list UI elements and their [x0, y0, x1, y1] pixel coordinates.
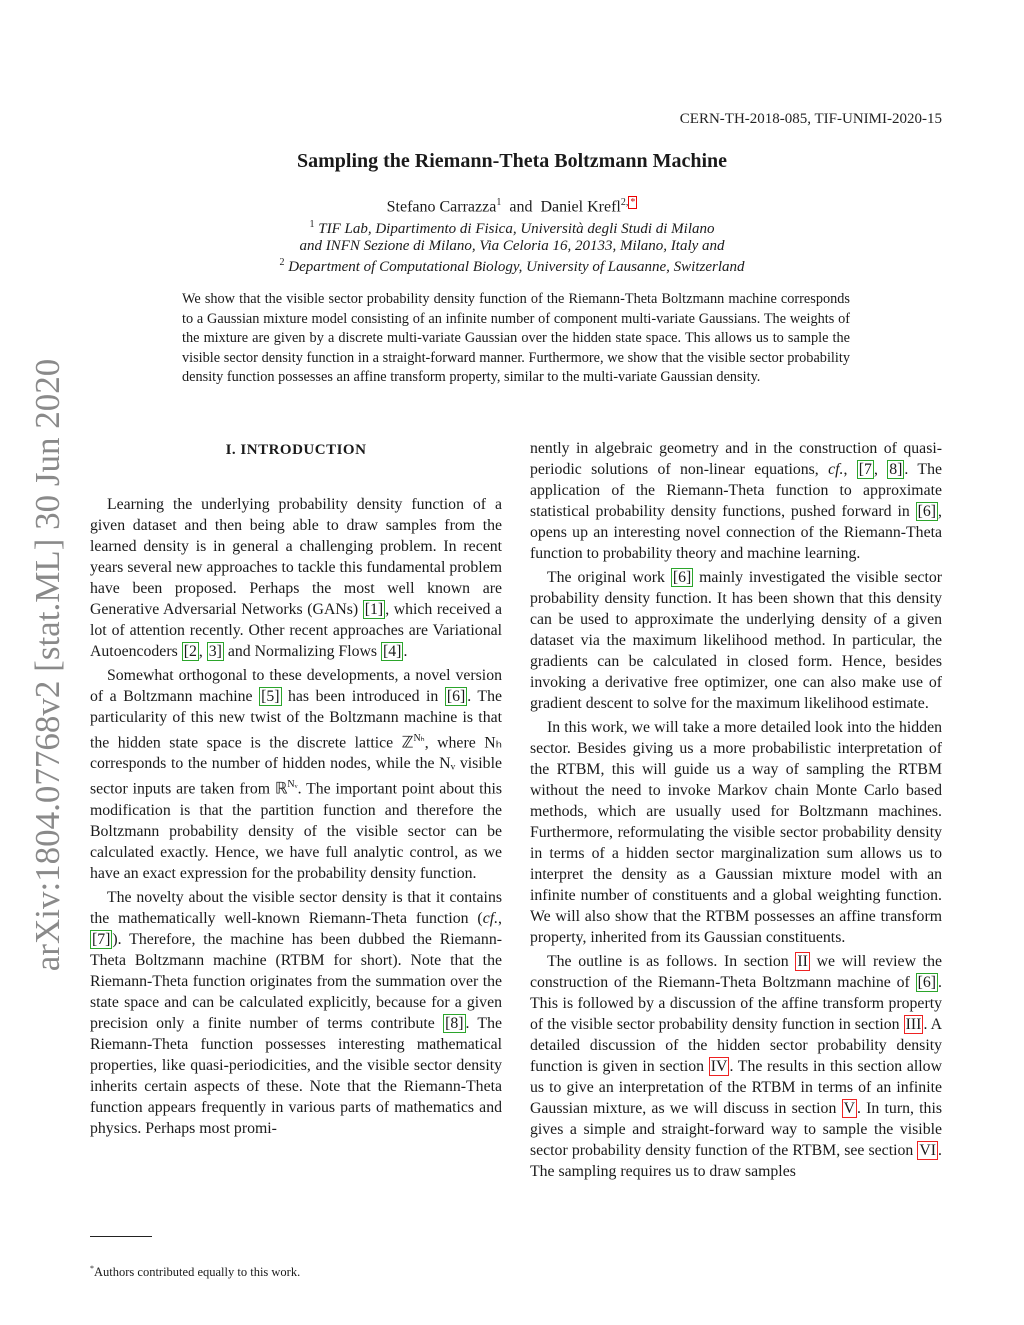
author-conjunction: and: [509, 198, 533, 216]
citation-link[interactable]: [6]: [446, 688, 466, 705]
paragraph-2: Somewhat orthogonal to these developments, a novel version of a Boltzmann machine [5] has been introduced in [6] . The particularity of this new twist of the Boltzmann machine is that the hidden state space is the discrete lattice ℤ$^{N_h}$, where Nₕ corresponds to the number of hidden nodes, while the Nᵥ visible sector inputs are taken from ℝ$^{Nᵥ}$. The important point about this modification is that the partition function and therefore the Boltzmann probability density of the visible sector can be calculated exactly. Hence, we have full analytic control, as we have an exact expression for the probability density function.: [90, 667, 502, 882]
affiliation-1-line-1: [0, 219, 1024, 238]
section-link[interactable]: V: [843, 1100, 855, 1117]
affiliation-2-marker: 2: [279, 257, 285, 268]
citation-link[interactable]: [7]: [92, 930, 111, 948]
affiliation-1-line-2: and INFN Sezione di Milano, Via Celoria 16, 20133, Milano, Italy and: [299, 238, 725, 254]
citation-link[interactable]: [6]: [917, 974, 937, 991]
report-numbers: CERN-TH-2018-085, TIF-UNIMI-2020-15: [679, 111, 942, 127]
left-column: [90, 436, 502, 1139]
right-column: [530, 438, 942, 1182]
citation-link[interactable]: 3]: [208, 643, 222, 660]
footnote-divider: [90, 1236, 152, 1237]
footnote-text: Authors contributed equally to this work.: [94, 1265, 301, 1280]
paragraph-7: The outline is as follows. In section II we will review the construction of the Riemann-Theta Boltzmann machine of [6] . This is followed by a discussion of the affine transform property of the visible sector probability density function in section III . A detailed discussion of the hidden sector probability density function is given in section IV . The results in this section allow us to give an interpretation of the RTBM in terms of an infinite Gaussian mixture, as we will discuss in section V . In turn, this gives a simple and straight-forward way to sample the visible sector probability density function of the RTBM, see section VI . The sampling requires us to draw samples: [530, 953, 943, 1180]
citation-link[interactable]: 8]: [889, 461, 903, 478]
affiliation-2-text: Department of Computational Biology, University of Lausanne, Switzerland: [288, 259, 745, 275]
citation-link[interactable]: [6]: [917, 503, 937, 520]
section-link[interactable]: IV: [710, 1058, 728, 1075]
paragraph-6: In this work, we will take a more detailed look into the hidden sector. Besides giving us a more probabilistic interpretation of the RTBM, this will guide us a way of sampling the RTBM without the need to invoke Markov chain Monte Carlo based methods, which are usually used for Boltzmann machines. Furthermore, reformulating the visible sector probability density in terms of a hidden sector marginalization sum allows us to interpret the density as a Gaussian mixture model with an infinite number of constituents and a global weighting function. We will also show that the RTBM possesses an affine transform property, inherited from its Gaussian constituents.: [530, 719, 942, 946]
citation-link[interactable]: [1]: [364, 601, 384, 618]
abstract: We show that the visible sector probability density function of the Riemann-Theta Boltzmann machine corresponds to a Gaussian mixture model consisting of an infinite number of component multi-variate Gaussians. The weights of the mixture are given by a discrete multi-variate Gaussian over the hidden state space. This allows us to sample the visible sector density function in a straight-forward manner. Furthermore, we show that the visible sector probability density function possesses an affine transform property, similar to the multi-variate Gaussian density.: [182, 291, 850, 385]
author-1-affil: 1: [496, 197, 502, 208]
paragraph-3: The novelty about the visible sector density is that it contains the mathematically well-known Riemann-Theta function (cf., [7] ). Therefore, the machine has been dubbed the Riemann-Theta Boltzmann machine (RTBM for short). Note that the Riemann-Theta function originates from the summation over the state space and can be calculated explicitly, because for a given precision only a finite number of terms contribute [8] . The Riemann-Theta function possesses interesting mathematical properties, like quasi-periodicities, and the visible sector density inherits certain aspects of these. Note that the Riemann-Theta function appears frequently in various parts of mathematics and physics. Perhaps most promi-: [90, 888, 502, 1137]
paper-title: Sampling the Riemann-Theta Boltzmann Machine: [296, 150, 728, 172]
affiliation-1-text: TIF Lab, Dipartimento di Fisica, Università degli Studi di Milano: [318, 221, 715, 237]
arxiv-identifier-stamp[interactable]: arXiv:1804.07768v2 [stat.ML] 30 Jun 2020: [28, 358, 67, 972]
affiliation-2: [0, 257, 1024, 276]
section-link[interactable]: III: [905, 1016, 922, 1033]
paragraph-4: nently in algebraic geometry and in the construction of quasi-periodic solutions of non-linear equations, cf., [7 , 8] . The application of the Riemann-Theta function to approximate statistical probability density functions, pushed forward in [6] , opens up an interesting novel connection of the Riemann-Theta function to probability theory and machine learning.: [530, 440, 942, 562]
citation-link[interactable]: [4]: [383, 643, 402, 660]
author-line: [0, 197, 1024, 216]
section-link[interactable]: VI: [919, 1142, 937, 1159]
affiliation-1-marker: 1: [309, 219, 315, 230]
citation-link[interactable]: [2: [183, 643, 197, 660]
citation-link[interactable]: [6]: [672, 569, 692, 586]
footnote: [90, 1264, 300, 1280]
section-heading-introduction: I. INTRODUCTION: [225, 442, 367, 458]
author-1: Stefano Carrazza: [386, 198, 497, 216]
citation-link[interactable]: [8]: [445, 1014, 464, 1032]
section-link[interactable]: II: [797, 953, 808, 970]
footnote-marker: *: [90, 1264, 94, 1273]
citation-link[interactable]: [7: [858, 461, 872, 478]
citation-link[interactable]: [5]: [261, 688, 280, 705]
author-2: Daniel Krefl: [540, 198, 621, 216]
author-2-affil: 2,: [620, 197, 629, 208]
paragraph-1: Learning the underlying probability density function of a given dataset and then being able to draw samples from the learned density is in general a challenging problem. In recent years several new approaches to tackle this fundamental problem have been proposed. Perhaps the most well known are Generative Adversarial Networks (GANs) [1] , which received a lot of attention recently. Other recent approaches are Variational Autoencoders [2 , 3] and Normalizing Flows [4] .: [90, 496, 503, 660]
paragraph-5: The original work [6] mainly investigated the visible sector probability density function. It has been shown that this density can be used to approximate the underlying density of a given dataset via the maximum likelihood method. In particular, the gradients can be calculated in closed form. Hence, besides invoking a derivative free optimizer, one can also make use of gradient descent to solve for the maximum likelihood estimate.: [530, 569, 942, 712]
footnote-link[interactable]: *: [630, 197, 636, 208]
